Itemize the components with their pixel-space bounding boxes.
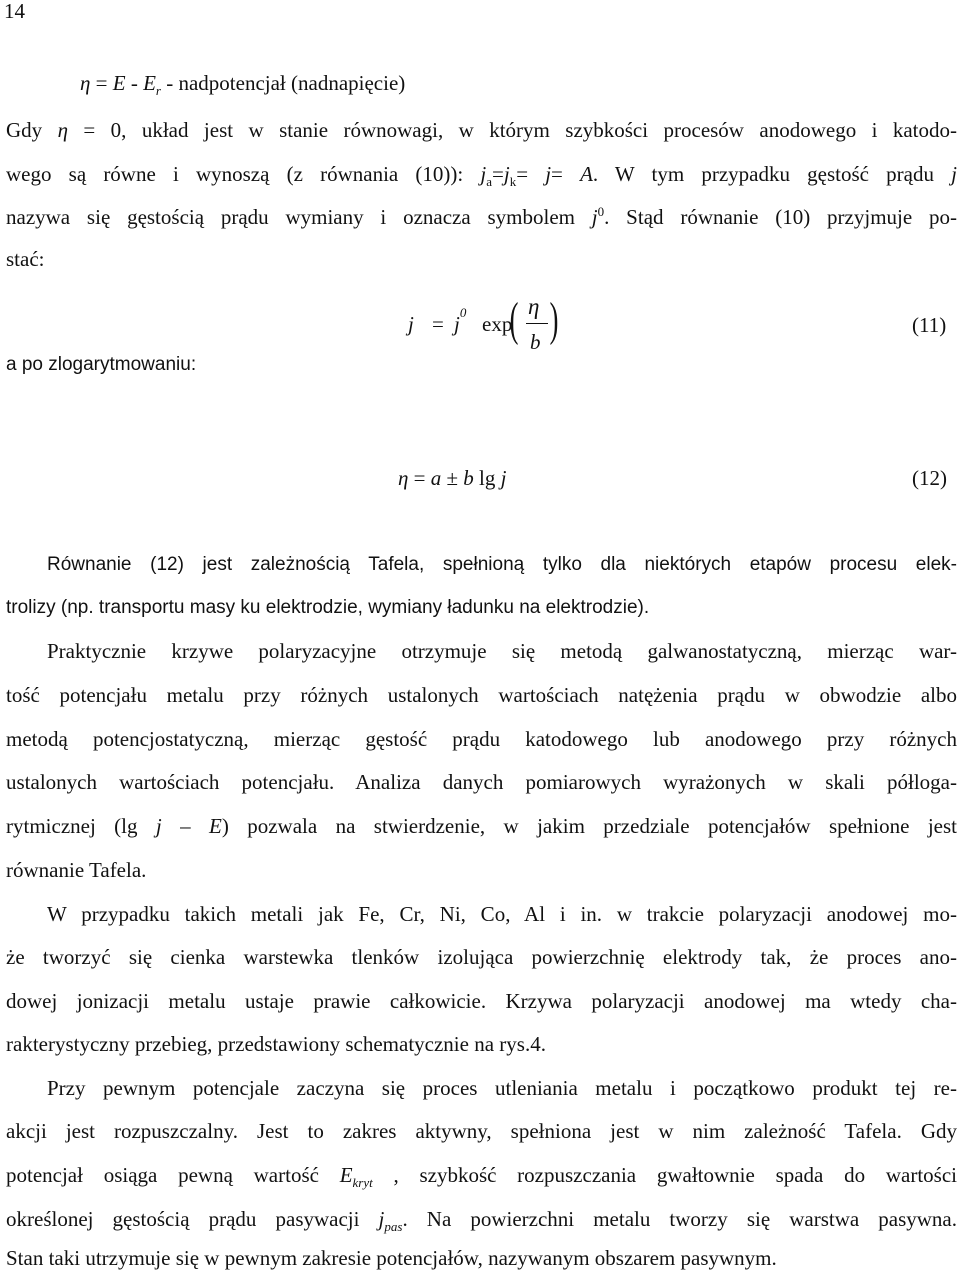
eq12-equals: = bbox=[413, 466, 426, 490]
para2-line-4: rakterystyczny przebieg, przedstawiony schematycznie na rys.4. bbox=[6, 1032, 546, 1056]
para1-line-5: rytmicznej (lg j – E) pozwala na stwierdzenie, w jakim przedziale potencjałów spełnione jest bbox=[6, 814, 958, 838]
equation-12-number: (12) bbox=[912, 466, 947, 490]
equation-11-number: (11) bbox=[912, 313, 947, 337]
para1-line-1: Praktycznie krzywe polaryzacyjne otrzymuje się metodą galwanostatyczną, mierząc war- bbox=[47, 639, 957, 663]
para1-line-2: tość potencjału metalu przy różnych ustalonych wartościach natężenia prądu w obwodzie albo bbox=[6, 683, 957, 707]
eq11-j0: $j^0$ bbox=[454, 305, 467, 336]
para3-line-4: określonej gęstością prądu pasywacji $j_{pas}$. Na powierzchni metalu tworzy się warstwa pasywna. bbox=[6, 1207, 957, 1235]
equation-12 bbox=[398, 465, 506, 491]
eq11-numerator: η bbox=[528, 294, 540, 319]
eq12-lg: lg bbox=[479, 466, 496, 490]
para1-line-6: równanie Tafela. bbox=[6, 858, 147, 882]
eq12-a: a bbox=[430, 466, 442, 490]
eq12-b: b bbox=[463, 466, 474, 490]
minus-sign: - bbox=[125, 71, 144, 95]
equals-sign: = bbox=[90, 71, 113, 95]
intro-line-1: Gdy η = 0, układ jest w stanie równowagi, w którym szybkości procesów anodowego i katodo- bbox=[6, 118, 958, 142]
after-eq11-text: a po zlogarytmowaniu: bbox=[6, 354, 197, 375]
para3-line-5: Stan taki utrzymuje się w pewnym zakresie potencjałów, nazywanym obszarem pasywnym. bbox=[6, 1246, 777, 1270]
tafel-note-line-1: Równanie (12) jest zależnością Tafela, spełnioną tylko dla niektórych etapów procesu elek- bbox=[47, 554, 957, 575]
intro-line-2: wego są równe i wynoszą (z równania (10)): $j_a=j_k= j= A$. W tym przypadku gęstość prądu j bbox=[6, 162, 957, 190]
eq11-equals: = bbox=[432, 312, 444, 336]
para2-line-3: dowej jonizacji metalu ustaje prawie całkowicie. Krzywa polaryzacji anodowej ma wtedy cha- bbox=[6, 989, 957, 1013]
eta-symbol: η bbox=[80, 71, 91, 95]
eq11-left-paren: ( bbox=[509, 293, 519, 346]
intro-line-3: nazywa się gęstością prądu wymiany i oznacza symbolem $j^0$. Stąd równanie (10) przyjmuje po- bbox=[6, 204, 957, 229]
para3-line-1: Przy pewnym potencjale zaczyna się proces utleniania metalu i początkowo produkt tej re- bbox=[47, 1076, 957, 1100]
eq11-right-paren: ) bbox=[549, 293, 559, 346]
tafel-note-line-2: trolizy (np. transportu masy ku elektrodzie, wymiany ładunku na elektrodzie). bbox=[6, 597, 650, 618]
eq11-exp: exp bbox=[482, 312, 513, 336]
eq11-fraction-bar bbox=[526, 323, 548, 324]
eq11-denominator: b bbox=[530, 330, 541, 354]
para3-line-2: akcji jest rozpuszczalny. Jest to zakres aktywny, spełniona jest w nim zależność Tafela. Gdy bbox=[6, 1119, 957, 1143]
para2-line-2: że tworzyć się cienka warstewka tlenków izolująca powierzchnię elektrody tak, że proces ano- bbox=[6, 945, 957, 969]
page-number: 14 bbox=[4, 0, 25, 23]
eq12-eta: η bbox=[398, 466, 409, 490]
eq12-j: j bbox=[500, 466, 507, 490]
intro-line-4: stać: bbox=[6, 247, 45, 271]
para1-line-4: ustalonych wartościach potencjału. Analiza danych pomiarowych wyrażonych w skali półloga- bbox=[6, 770, 957, 794]
overpotential-definition bbox=[80, 70, 406, 99]
eq12-plus-minus: ± bbox=[446, 466, 459, 490]
potential-E: E bbox=[112, 71, 126, 95]
eq11-lhs: j bbox=[408, 312, 414, 336]
definition-text: - nadpotencjał (nadnapięcie) bbox=[160, 71, 406, 95]
equilibrium-potential: $E_r$ bbox=[143, 71, 161, 99]
para2-line-1: W przypadku takich metali jak Fe, Cr, Ni, Co, Al i in. w trakcie polaryzacji anodowej mo- bbox=[47, 902, 957, 926]
para3-line-3: potencjał osiąga pewną wartość $E_{kryt}$ , szybkość rozpuszczania gwałtownie spada do wartości bbox=[6, 1163, 957, 1191]
para1-line-3: metodą potencjostatyczną, mierząc gęstość prądu katodowego lub anodowego przy różnych bbox=[6, 727, 957, 751]
